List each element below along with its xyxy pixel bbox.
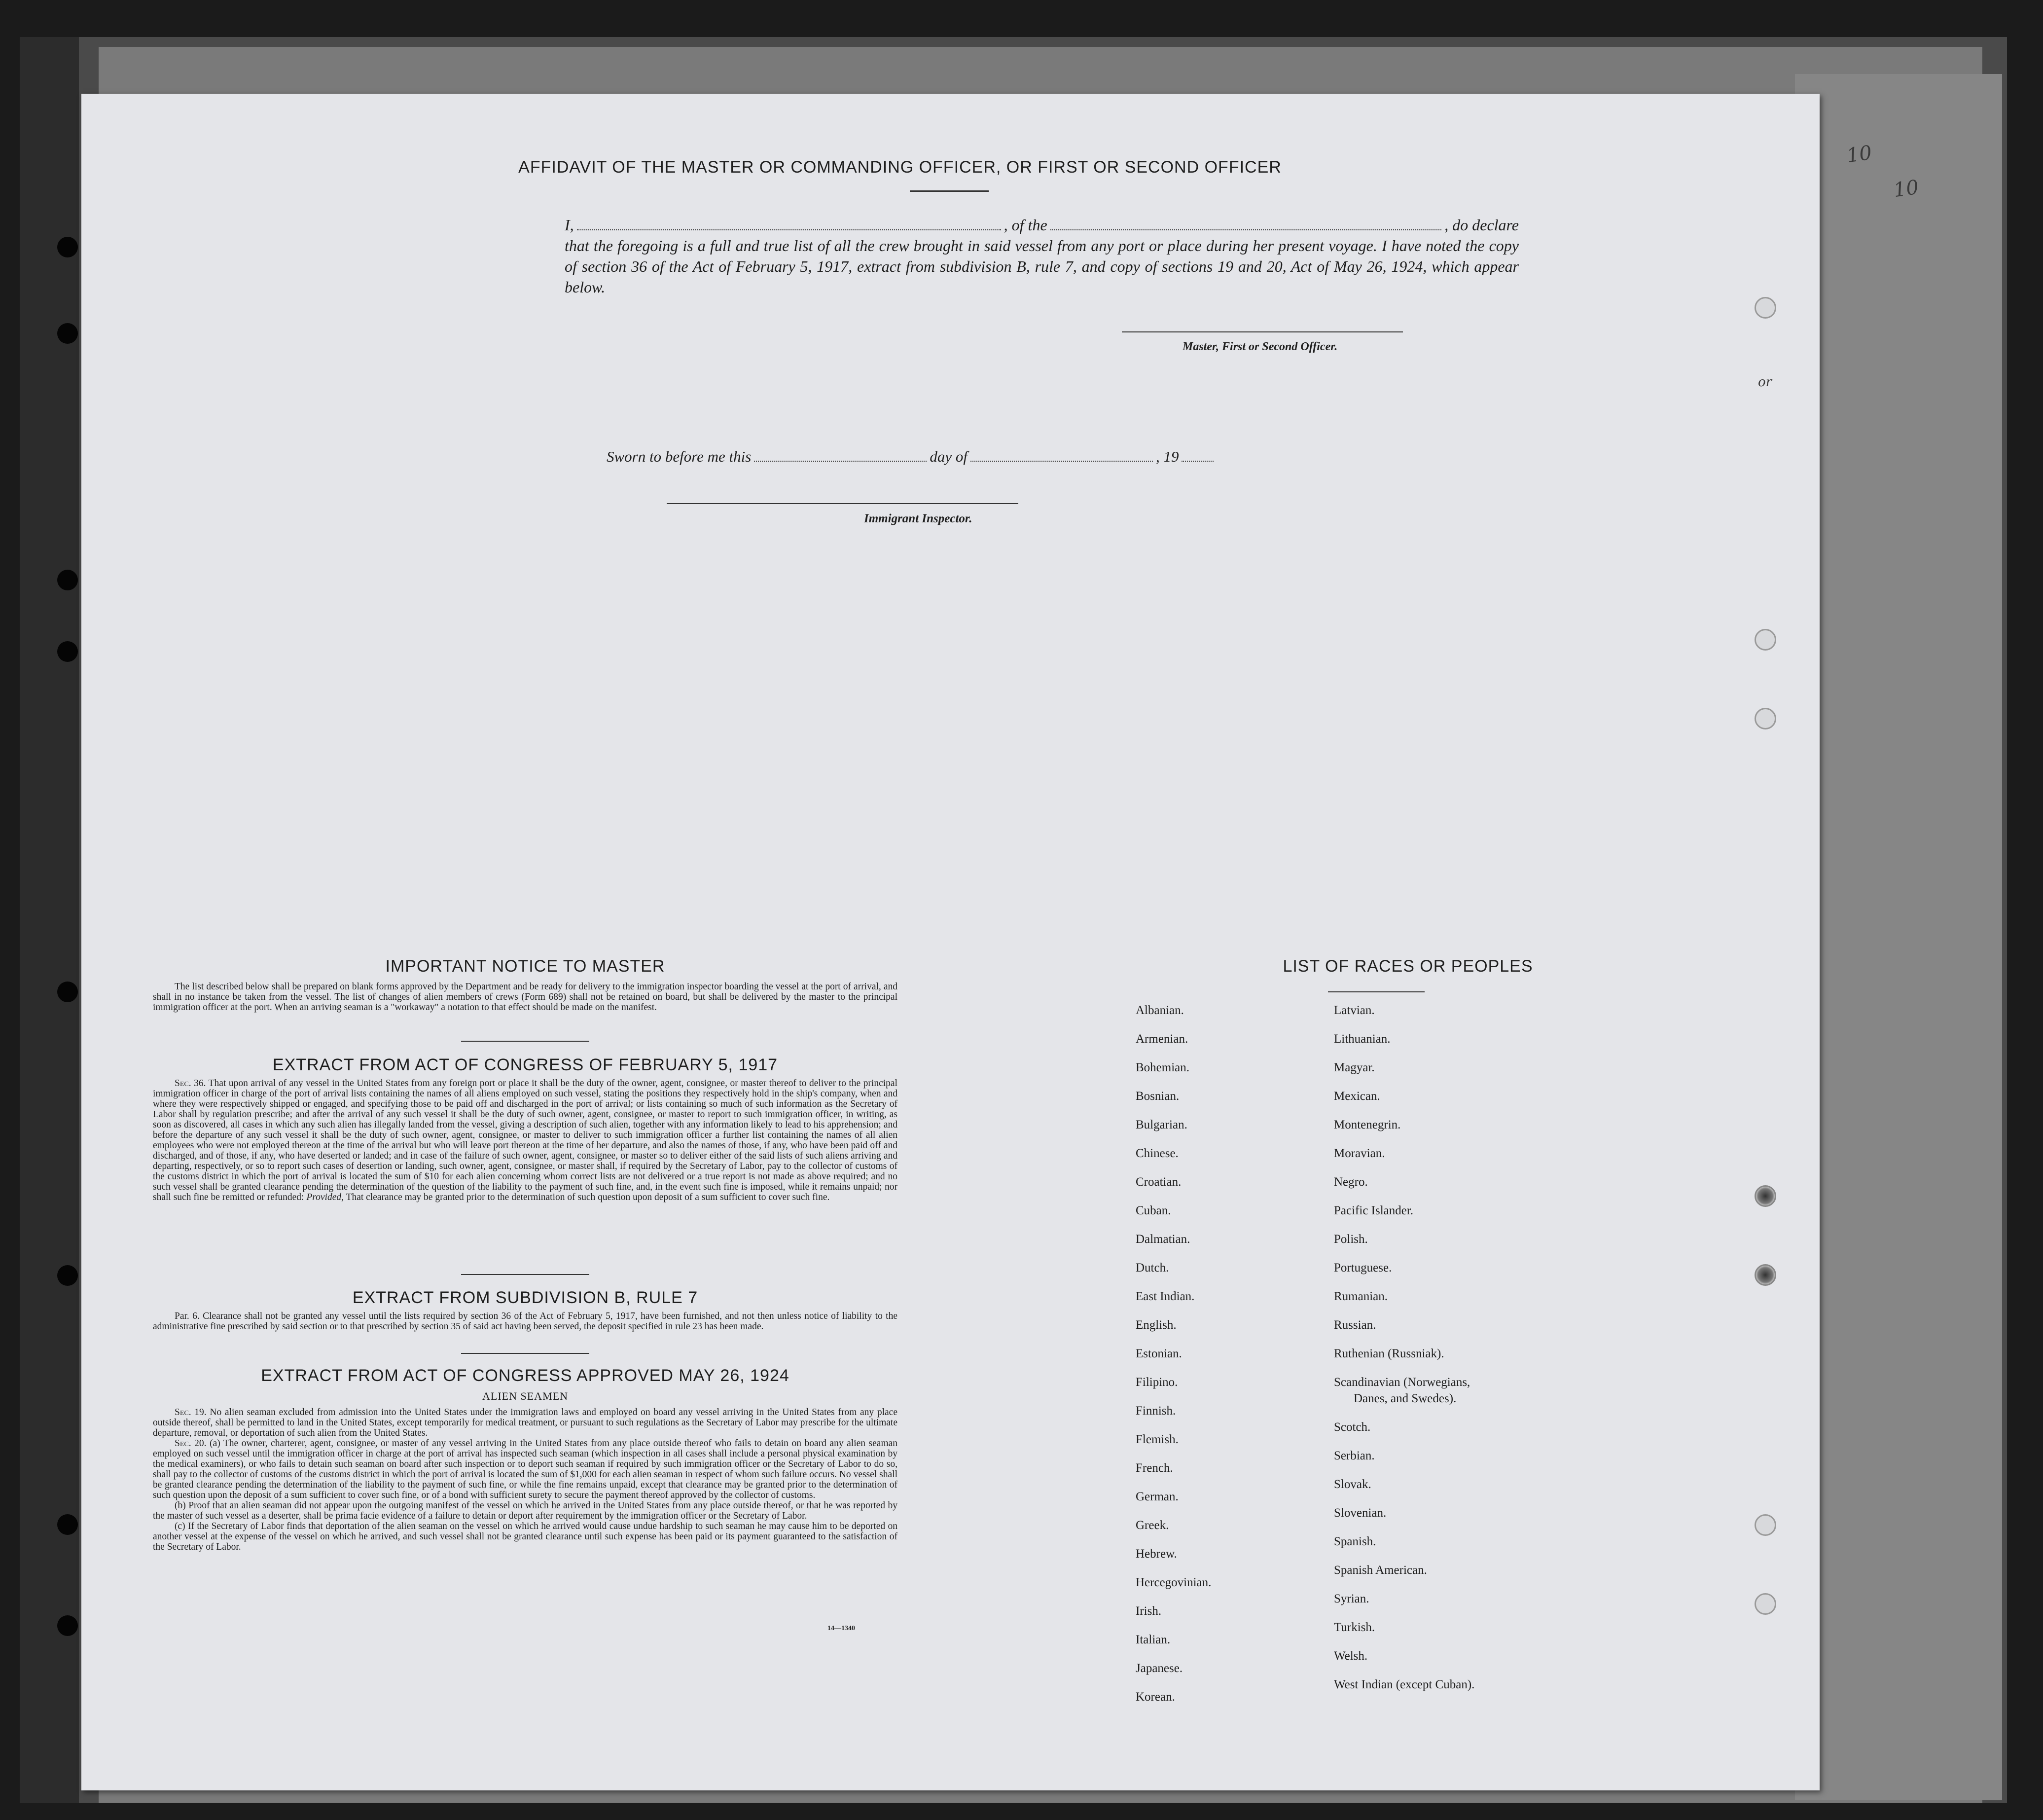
section-rule [461,1274,589,1275]
race-item: Italian. [1136,1633,1171,1646]
race-item: Polish. [1334,1233,1368,1246]
binder-hole [57,1514,78,1535]
sec-19-label: Sec. 19. [175,1407,207,1418]
race-item: Montenegrin. [1334,1118,1401,1131]
sworn-day-of: day of [930,448,968,465]
section-rule [461,1041,589,1042]
race-item: Korean. [1136,1690,1175,1704]
race-item: Japanese. [1136,1662,1183,1675]
vessel-blank[interactable] [1050,216,1442,230]
name-blank[interactable] [577,216,1001,230]
races-right-column [1334,996,1474,1699]
race-item: Bohemian. [1136,1061,1190,1074]
race-item: Hebrew. [1136,1547,1177,1561]
sec-36-text: That upon arrival of any vessel in the United States from any foreign port or place it shall be the duty of the owner, agent, consignee, or master thereof to deliver to the principal immigration officer in charge of the port of arrival lists containing the names of all aliens employed on such vessel, stating the positions they respectively hold in the ship's company, when and where they were respectively shipped or engaged, and specifying those to be paid off and discharged in the port of arrival; or lists containing so much of such information as the Secretary of Labor shall by regulation prescribe; and after the arrival of any such vessel it shall be the duty of such owner, agent, consignee, or master to report to such immigration officer, in writing, as soon as discovered, all cases in which any such alien has illegally landed from the vessel, giving a description of such alien, together with any information likely to lead to his apprehension; and before the departure of any such vessel it shall be the duty of such owner, agent, consignee, or master to deliver to such immigration officer a further list containing the names of all alien employees who were not employed thereon at the time of the arrival but who will leave port thereon at the time of her departure, and also the names of those, if any, who have been paid off and discharged, and of those, if any, who have deserted or landed; and in case of the failure of such owner, agent, consignee, or master so to deliver either of the said lists of such aliens arriving and departing, respectively, or so to report such cases of desertion or landing, such owner, agent, consignee, or master shall, if required by the Secretary of Labor, pay to the collector of customs of the customs district in which the port of arrival is located the sum of $10 for each alien concerning whom correct lists are not delivered or a true report is not made as above required; and no such vessel shall be granted clearance pending the determination of the question of the liability to the payment of such fine, and, in the event such fine is imposed, while it remains unpaid; nor shall such fine be remitted or refunded: [153,1078,897,1202]
race-item: Danes, and Swedes). [1354,1392,1457,1405]
notice-title: IMPORTANT NOTICE TO MASTER [385,957,665,976]
race-item: Filipino. [1136,1376,1178,1389]
race-item: Bosnian. [1136,1090,1180,1103]
race-item: Rumanian. [1334,1290,1388,1303]
notice-paragraph: The list described below shall be prepared on blank forms approved by the Department and be ready for delivery to the immigration inspector boarding the vessel at the port of arrival, and shall in no instance be taken from the vessel. The list of changes of alien members of crews (Form 689) shall not be retained on board, but shall be delivered by the master to the principal immigration officer at the port. When an arriving seaman is a "workaway" a notation to that effect should be made on the manifest. [153,982,897,1013]
section-rule [461,1353,589,1354]
inspector-label: Immigrant Inspector. [864,512,972,525]
punch-hole [1755,297,1776,319]
race-item: French. [1136,1461,1173,1475]
race-item: Spanish American. [1334,1564,1427,1577]
race-item: Slovenian. [1334,1506,1387,1520]
race-item: Ruthenian (Russniak). [1334,1347,1444,1360]
race-item: Russian. [1334,1318,1376,1332]
race-item: Greek. [1136,1519,1169,1532]
margin-mark: or [1758,375,1772,390]
extract-1917-text [153,1078,897,1202]
race-item: Mexican. [1334,1090,1380,1103]
race-item: Finnish. [1136,1404,1176,1418]
inspector-signature-line[interactable] [667,503,1018,504]
sworn-year-blank[interactable] [1182,449,1214,462]
race-item: Moravian. [1334,1147,1385,1160]
races-title: LIST OF RACES OR PEOPLES [1283,957,1533,976]
title-rule [910,190,989,192]
binder-strip [20,37,79,1803]
binder-hole [57,323,78,344]
race-item: Lithuanian. [1334,1032,1391,1046]
binder-hole [57,982,78,1002]
extract-rule7-title: EXTRACT FROM SUBDIVISION B, RULE 7 [352,1288,698,1307]
extract-1924-text [153,1407,897,1552]
punch-hole [1755,708,1776,729]
race-item: Pacific Islander. [1334,1204,1414,1217]
race-item: Spanish. [1334,1535,1376,1548]
race-item: Latvian. [1334,1004,1375,1017]
race-item: Portuguese. [1334,1261,1392,1274]
race-item: Serbian. [1334,1449,1375,1462]
binder-hole [57,1615,78,1636]
handwritten-number: 10 [1845,141,1873,168]
affidavit-of-the: , of the [1004,216,1047,234]
race-item: Negro. [1334,1175,1368,1189]
race-item: West Indian (except Cuban). [1334,1678,1475,1691]
race-item: Armenian. [1136,1032,1188,1046]
races-rule [1328,991,1425,992]
race-item: Dalmatian. [1136,1233,1190,1246]
extract-rule7-text [153,1311,897,1332]
affidavit-body [565,215,1519,297]
sworn-month-blank[interactable] [970,449,1153,462]
signature-label: Master, First or Second Officer. [1183,340,1338,353]
binder-hole [57,237,78,257]
race-item: Chinese. [1136,1147,1179,1160]
sec-36-label: Sec. 36. [175,1078,206,1089]
race-item: East Indian. [1136,1290,1195,1303]
race-item: Turkish. [1334,1621,1375,1634]
rule7-paragraph: Par. 6. Clearance shall not be granted any vessel until the lists required by section 36 of the Act of February 5, 1917, have been furnished, and not then unless notice of liability to the administrative fine prescribed by said section or to that prescribed by section 35 of said act having been served, the deposit specified in rule 23 has been made. [153,1311,897,1332]
race-item: Albanian. [1136,1004,1184,1017]
alien-seamen-subtitle: ALIEN SEAMEN [482,1390,568,1402]
extract-1924-title: EXTRACT FROM ACT OF CONGRESS APPROVED MAY 26, 1924 [261,1366,789,1385]
race-item: Irish. [1136,1604,1162,1618]
punch-hole [1755,1514,1776,1536]
race-item: Scotch. [1334,1420,1371,1434]
binder-hole [57,570,78,590]
race-item: Estonian. [1136,1347,1182,1360]
sworn-day-blank[interactable] [754,449,927,462]
race-item: Croatian. [1136,1175,1182,1189]
race-item: Scandinavian (Norwegians, [1334,1376,1470,1389]
sec-20-label: Sec. 20. [175,1438,207,1449]
back-sheet-edge [1795,74,2002,1800]
race-item: Slovak. [1334,1478,1371,1491]
affidavit-do-declare: , do declare [1444,216,1519,234]
binder-hole [57,1265,78,1286]
form-number: 14—1340 [827,1625,855,1632]
punch-hole [1755,1185,1776,1207]
sec-20-c-text: (c) If the Secretary of Labor finds that deportation of the alien seaman on the vessel on which he arrived would cause undue hardship to such seaman he may cause him to be deported on another vessel at the expense of the vessel on which he arrived, and such vessel shall not be granted clearance until such expense has been paid or its payment guaranteed to the satisfaction of the Secretary of Labor. [153,1521,897,1552]
race-item: Dutch. [1136,1261,1169,1274]
sec-20-a-text: (a) The owner, charterer, agent, consignee, or master of any vessel arriving in the United States from any place outside thereof who fails to detain on board any alien seaman employed on such vessel until the immigration officer in charge at the port of arrival has inspected such seaman (which inspection in all cases shall include a personal physical examination by the medical examiners), or who fails to detain such seaman on board after such inspection or to deport such seaman if required by such immigration officer or the Secretary of Labor to do so, shall pay to the collector of customs of the customs district in which the port of arrival is located the sum of $1,000 for each alien seaman in respect of whom such failure occurs. No vessel shall be granted clearance pending the determination of the liability to the payment of such fine, or while the fine remains unpaid, except that clearance may be granted prior to the determination of such question upon the deposit of a sum sufficient to cover such fine, or of a bond with sufficient surety to secure the payment thereof approved by the collector of customs. [153,1438,898,1500]
sec-20-b-text: (b) Proof that an alien seaman did not appear upon the outgoing manifest of the vessel on which he arrived in the United States from any place outside thereof, or that he was reported by the master of such vessel as a deserter, shall be prima facie evidence of a failure to detain or deport after requirement by the immigration officer or the Secretary of Labor. [153,1500,897,1521]
punch-hole [1755,629,1776,651]
race-item: German. [1136,1490,1179,1503]
race-item: Welsh. [1334,1649,1368,1663]
race-item: Magyar. [1334,1061,1375,1074]
affidavit-title: AFFIDAVIT OF THE MASTER OR COMMANDING OFFICER, OR FIRST OR SECOND OFFICER [518,158,1282,177]
handwritten-number: 10 [1892,176,1920,202]
manifest-page [81,94,1820,1790]
sec-19-text: No alien seaman excluded from admission into the United States under the immigration laws and employed on board any vessel arriving in the United States from any place outside thereof, shall be permitted to land in the United States, except temporarily for medical treatment, or pursuant to such regulations as the Secretary of Labor may prescribe for the ultimate departure, removal, or deportation of such alien from the United States. [153,1407,897,1438]
race-item: Bulgarian. [1136,1118,1187,1131]
affidavit-i: I, [565,216,574,234]
races-left-column [1136,996,1211,1711]
signature-line[interactable] [1122,331,1403,332]
sworn-year-prefix: , 19 [1155,448,1179,465]
race-item: Hercegovinian. [1136,1576,1212,1589]
punch-hole [1755,1264,1776,1286]
sec-36-proviso: That clearance may be granted prior to the determination of such question upon deposit of a sum sufficient to cover such fine. [346,1192,830,1202]
sworn-text: Sworn to before me this [607,448,752,465]
affidavit-text: that the foregoing is a full and true list of all the crew brought in said vessel from any port or place during her present voyage. I have noted the copy of section 36 of the Act of February 5, 1917, extract from subdivision B, rule 7, and copy of sections 19 and 20, Act of May 26, 1924, which appear below. [565,237,1519,296]
provided-word: Provided, [306,1192,344,1202]
affidavit-declaration-line [565,215,1519,235]
race-item: Syrian. [1334,1592,1369,1605]
race-item: Flemish. [1136,1433,1179,1446]
notice-text [153,982,897,1013]
race-item: Cuban. [1136,1204,1171,1217]
sworn-line [607,448,1217,466]
punch-hole [1755,1593,1776,1615]
race-item: English. [1136,1318,1177,1332]
binder-hole [57,641,78,662]
extract-1917-title: EXTRACT FROM ACT OF CONGRESS OF FEBRUARY 5, 1917 [272,1056,778,1074]
